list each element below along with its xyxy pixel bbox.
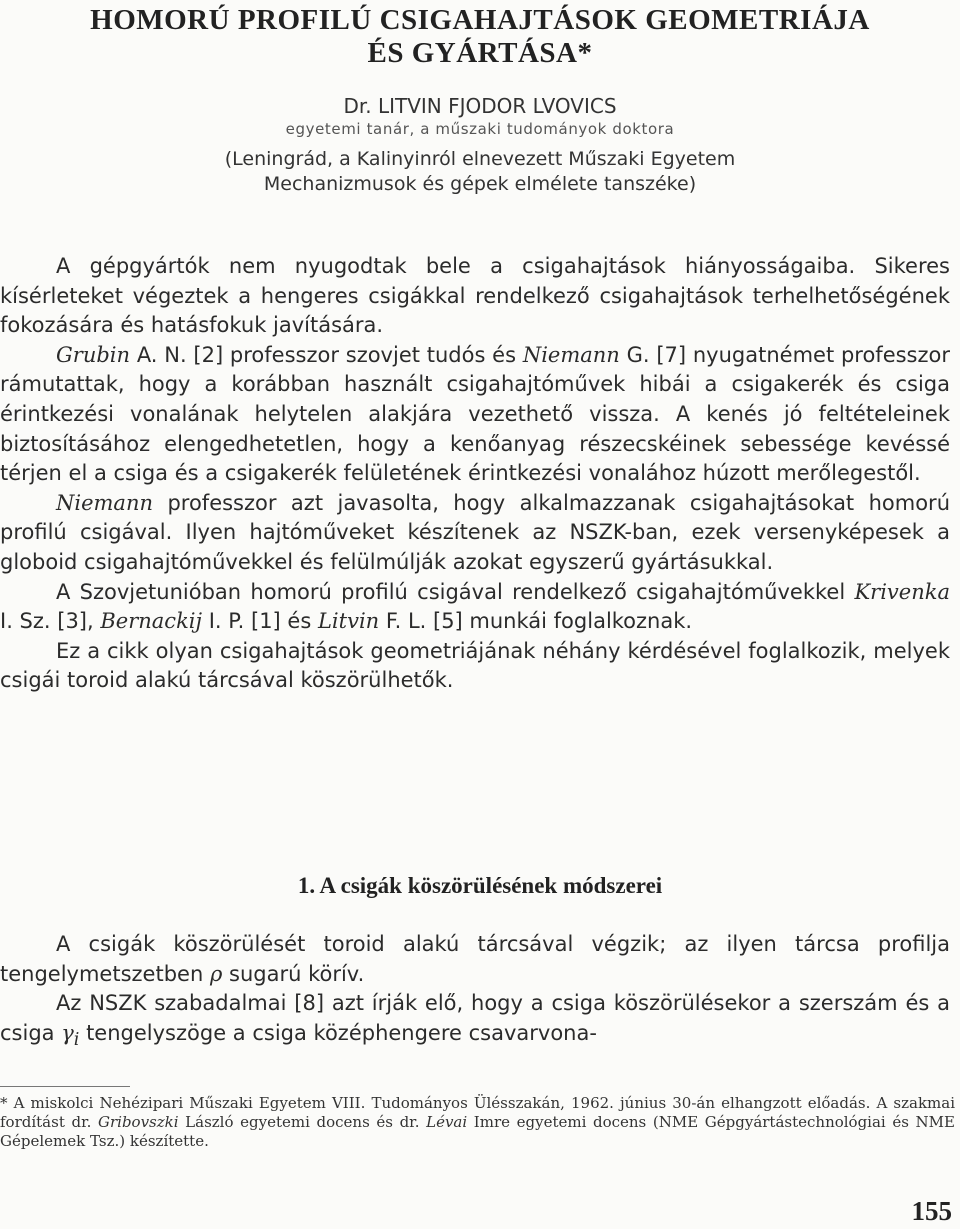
paragraph: Az NSZK szabadalmai [8] azt írják elő, hogy a csiga köszörülésekor a szerszám és a csiga $\gamma_i$ tengelyszöge a csiga középhengere csavarvona- [0, 991, 950, 1050]
author-ref: Grubin [56, 342, 131, 367]
section-heading: 1. A csigák köszörülésének módszerei [297, 873, 663, 898]
paragraph: A csigák köszörülését toroid alakú tárcsával végzik; az ilyen tárcsa profilja tengelymetszetben ρ sugarú körív. [0, 932, 950, 986]
footnote-divider [0, 1086, 130, 1087]
symbol-subscript: i [73, 1029, 80, 1050]
paragraph: A gépgyártók nem nyugodtak bele a csigahajtások hiányosságaiba. Sikeres kísérleteket végeztek a hengeres csigákkal rendelkező csigahajtások terhelhetőségének fokozására és hatásfokuk javítására. [0, 254, 950, 338]
author-role: egyetemi tanár, a műszaki tudományok doktora [285, 120, 675, 138]
paragraph: A Szovjetunióban homorú profilú csigával rendelkező csigahajtóművekkel Krivenka I. Sz. [3], Bernackij I. P. [1] és Litvin F. L. [5] munkái foglalkoznak. [0, 579, 950, 634]
article-title-line2: ÉS GYÁRTÁSA* [367, 37, 593, 69]
section-body [0, 930, 950, 1056]
paragraph: Niemann professzor azt javasolta, hogy alkalmazzanak csigahajtásokat homorú profilú csigával. Ilyen hajtóműveket készítenek az NSZK-ban, ezek versenyképesek a globoid csigahajtóművekkel és felülmúlják azokat egyszerű gyártásukkal. [0, 490, 950, 574]
reviewer-name: Lévai [426, 1113, 468, 1131]
page-number: 155 [911, 1196, 952, 1226]
paragraph: Ez a cikk olyan csigahajtások geometriájának néhány kérdésével foglalkozik, melyek csigái toroid alakú tárcsával köszörülhetők. [0, 638, 950, 693]
author-name: Dr. LITVIN FJODOR LVOVICS [343, 94, 617, 118]
paragraph: Grubin A. N. [2] professzor szovjet tudós és Niemann G. [7] nyugatnémet professzor rámutattak, hogy a korábban használt csigahajtóművek hibái a csigakerék és csiga érintkezési vonalának helytelen alakjára vezethető vissza. A kenés jó feltételeinek biztosításához elengedhetetlen, hogy a kenőanyag részecskéinek sebessége kevéssé térjen el a csiga és a csigakerék felületének érintkezési vonalához húzott merőlegestől. [0, 342, 951, 486]
author-ref: Niemann [56, 490, 154, 515]
translator-name: Gribovszki [98, 1113, 179, 1131]
symbol-rho: ρ [209, 961, 223, 986]
affiliation-line2: Mechanizmusok és gépek elmélete tanszéke) [263, 173, 697, 195]
symbol-gamma: γ [61, 1020, 74, 1045]
author-ref: Niemann [522, 342, 620, 367]
author-ref: Litvin [317, 609, 380, 634]
intro-body [0, 252, 950, 696]
article-title-line1: HOMORÚ PROFILÚ CSIGAHAJTÁSOK GEOMETRIÁJA [90, 4, 870, 36]
author-ref: Bernackij [100, 609, 203, 634]
author-ref: Krivenka [854, 579, 950, 604]
affiliation-line1: (Leningrád, a Kalinyinról elnevezett Műszaki Egyetem [224, 148, 736, 170]
footnote: * A miskolci Nehézipari Műszaki Egyetem VIII. Tudományos Ülésszakán, 1962. június 30-án elhangzott előadás. A szakmai fordítást dr. Gribovszki László egyetemi docens és dr. Lévai Imre egyetemi docens (NME Gépgyártástechnológiai és NME Gépelemek Tsz.) készítette. [0, 1094, 955, 1150]
